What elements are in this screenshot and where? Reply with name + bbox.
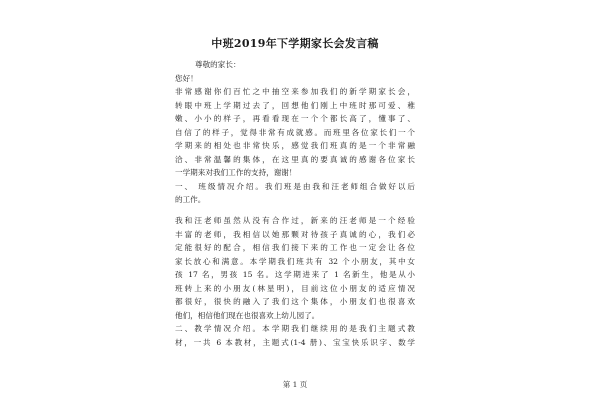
paragraph-line: 班转上来的小朋友(林星明)，目前这位小朋友的适应情况 bbox=[175, 283, 415, 293]
paragraph-line: 转眼中班上学期过去了，回想他们刚上中班时那可爱、稚 bbox=[175, 100, 415, 110]
section-heading-line: 的工作。 bbox=[175, 195, 206, 205]
paragraph-line: 我和汪老师虽然从没有合作过，新来的汪老师是一个经验 bbox=[175, 216, 415, 226]
section-line: 二、教学情况介绍。本学期我们继续用的是我们主题式教 bbox=[175, 324, 415, 334]
paragraph-line: 定能很好的配合，相信我们接下来的工作也一定会让各位 bbox=[175, 243, 415, 253]
document-body bbox=[175, 58, 415, 349]
paragraph-line: 他们，相信他们现在也很喜欢上幼儿园了。 bbox=[175, 310, 320, 320]
paragraph-line: 孩 17 名，男孩 15 名。这学期进来了 1 名新生，他是从小 bbox=[175, 270, 415, 280]
greeting: 尊敬的家长： bbox=[195, 60, 241, 69]
section-heading-line: 一、 班级情况介绍。我们班是由我和汪老师组合做好以后 bbox=[175, 181, 415, 191]
section-line: 材，一共 6 本教材，主题式(1-4 册)、宝宝快乐识字、数学 bbox=[175, 337, 415, 347]
salutation: 您好！ bbox=[175, 73, 198, 83]
paragraph-line: 学期来的相处也非常快乐，感觉我们班真的是一个非常融 bbox=[175, 141, 415, 151]
document-title: 中班2019年下学期家长会发言稿 bbox=[211, 37, 379, 50]
paragraph-line: 嫩、小小的样子，再看看现在一个个都长高了，懂事了、 bbox=[175, 114, 415, 124]
paragraph-line: 家长放心和满意。本学期我们班共有 32 个小朋友，其中女 bbox=[175, 256, 415, 266]
paragraph-line: 丰富的老师，我相信以她那颗对待孩子真诚的心，我们必 bbox=[175, 229, 415, 239]
paragraph-line: 一学期来对我们工作的支持，谢谢！ bbox=[175, 168, 297, 178]
paragraph-line: 非常感谢你们百忙之中抽空来参加我们的新学期家长会， bbox=[175, 87, 415, 97]
document-page bbox=[175, 30, 415, 390]
paragraph-line: 洽、非常温馨的集体，在这里真的要真诚的感谢各位家长 bbox=[175, 154, 415, 164]
paragraph-line: 自信了的样子，觉得非常有成就感。而班里各位家长们一个 bbox=[175, 127, 415, 137]
paragraph-line: 都很好，很快的融入了我们这个集体，小朋友们也很喜欢 bbox=[175, 297, 415, 307]
page-number: 第 1 页 bbox=[282, 380, 308, 389]
